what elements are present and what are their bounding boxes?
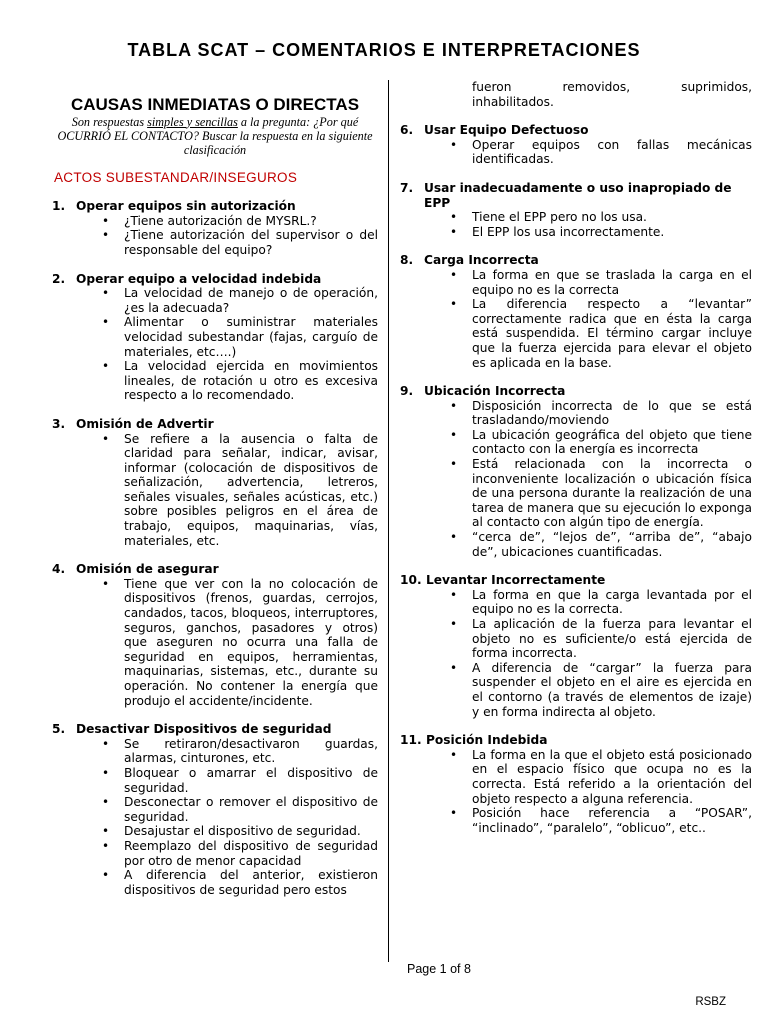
item-number: 1. (52, 199, 66, 214)
item-title: Omisión de Advertir (76, 416, 214, 431)
right-column (400, 80, 752, 849)
item-heading (400, 253, 752, 268)
bullet-list (400, 138, 752, 167)
bullet-list (52, 577, 378, 708)
item-title: Carga Incorrecta (424, 253, 539, 268)
list-item (400, 123, 752, 167)
bullet-item: • A diferencia del anterior, existieron dispositivos de seguridad pero estos (52, 868, 378, 897)
bullet-item: • Disposición incorrecta de lo que se está trasladando/moviendo (400, 399, 752, 428)
item-number: 8. (400, 253, 414, 268)
bullet-item: • Se refiere a la ausencia o falta de claridad para señalar, indicar, avisar, informar (colocación de dispositivos de señalización, advertencia, letreros, señales visuales, señales acústicas, etc.) sobre posibles peligros en el área de trabajo, equipos, maquinarias, vías, materiales, etc. (52, 432, 378, 549)
bullet-item: • El EPP los usa incorrectamente. (400, 225, 752, 240)
item-number: 6. (400, 123, 414, 138)
item-heading (400, 733, 752, 748)
bullet-item: • ¿Tiene autorización del supervisor o del responsable del equipo? (52, 228, 378, 257)
bullet-item: • La velocidad de manejo o de operación, ¿es la adecuada? (52, 286, 378, 315)
section-title: CAUSAS INMEDIATAS O DIRECTAS (70, 95, 360, 114)
item-number: 3. (52, 416, 66, 431)
item-heading (400, 181, 752, 210)
item-title: Usar Equipo Defectuoso (424, 123, 589, 138)
bullet-item: • “cerca de”, “lejos de”, “arriba de”, “abajo de”, ubicaciones cuantificadas. (400, 530, 752, 559)
item-number: 11. (400, 733, 422, 748)
item-number: 7. (400, 180, 414, 195)
item-number: 4. (52, 562, 66, 577)
item-heading (52, 417, 378, 432)
bullet-item: • A diferencia de “cargar” la fuerza para suspender el objeto en el aire es ejercida en el contorno (a través de elementos de izaje) y en forma indirecta al objeto. (400, 661, 752, 719)
item-title: Posición Indebida (426, 733, 548, 748)
item-number: 2. (52, 271, 66, 286)
bullet-item: • Desconectar o remover el dispositivo de seguridad. (52, 795, 378, 824)
subtitle-text: Son respuestas (71, 114, 148, 129)
category-heading: ACTOS SUBESTANDAR/INSEGUROS (54, 169, 298, 185)
item-title: Desactivar Dispositivos de seguridad (76, 722, 332, 737)
bullet-item: • Se retiraron/desactivaron guardas, alarmas, cinturones, etc. (52, 737, 378, 766)
bullet-item: • Está relacionada con la incorrecta o inconveniente localización o ubicación física de una persona durante la realización de una tarea de manera que su ejecución lo exponga al contacto con algún tipo de energía. (400, 457, 752, 530)
subtitle-underlined-text: simples y sencillas (147, 114, 238, 129)
bullet-item: • ¿Tiene autorización de MYSRL.? (52, 214, 378, 229)
item-heading (400, 123, 752, 138)
item-heading (52, 722, 378, 737)
continued-bullet (400, 80, 752, 109)
bullet-item: • La diferencia respecto a “levantar” correctamente radica que en ésta la carga está suspendida. El término cargar incluye que la fuerza ejercida para elevar el objeto es aplicada en la base. (400, 297, 752, 370)
author-initials: RSBZ (695, 996, 726, 1008)
item-heading (52, 199, 378, 214)
bullet-list (400, 588, 752, 719)
item-heading (52, 272, 378, 287)
bullet-list (400, 399, 752, 560)
bullet-item: • Reemplazo del dispositivo de seguridad por otro de menor capacidad (52, 839, 378, 868)
item-title: Operar equipos sin autorización (76, 199, 296, 214)
bullet-list (400, 268, 752, 370)
bullet-list (52, 214, 378, 258)
bullet-item: • Tiene que ver con la no colocación de dispositivos (frenos, guardas, cerrojos, candados, tacos, bloqueos, interruptores, seguros, ganchos, pasadores y otros) que aseguren no ocurra una falla de seguridad en equipos, herramientas, maquinarias, sistemas, etc., durante su operación. No contener la energía que produjo el accidente/incidente. (52, 577, 378, 708)
item-number: 9. (400, 384, 414, 399)
continued-line: inhabilitados. (472, 94, 554, 109)
bullet-item: • Tiene el EPP pero no los usa. (400, 210, 752, 225)
document-title: TABLA SCAT – COMENTARIOS E INTERPRETACIONES (127, 40, 641, 60)
item-title: Omisión de asegurar (76, 562, 219, 577)
item-heading (52, 562, 378, 577)
list-item (52, 722, 378, 897)
item-title: Usar inadecuadamente o uso inapropiado de EPP (424, 180, 732, 210)
left-column (52, 80, 378, 911)
bullet-item: • La forma en que se traslada la carga en el equipo no es la correcta (400, 268, 752, 297)
bullet-item: • Desajustar el dispositivo de seguridad. (52, 824, 378, 839)
bullet-list (400, 210, 752, 239)
bullet-item: • La velocidad ejercida en movimientos lineales, de rotación u otro es excesiva respecto a lo recomendado. (52, 359, 378, 403)
item-title: Ubicación Incorrecta (424, 384, 566, 399)
list-item (400, 253, 752, 370)
bullet-item: • Bloquear o amarrar el dispositivo de seguridad. (52, 766, 378, 795)
item-title: Operar equipo a velocidad indebida (76, 271, 322, 286)
list-item (52, 562, 378, 708)
bullet-list (52, 286, 378, 403)
list-item (400, 384, 752, 559)
bullet-list (52, 737, 378, 898)
bullet-item: • La aplicación de la fuerza para levantar el objeto no es suficiente/o está ejercida de forma incorrecta. (400, 617, 752, 661)
item-number: 5. (52, 722, 66, 737)
bullet-item: • La forma en que la carga levantada por el equipo no es la correcta. (400, 588, 752, 617)
bullet-item: • La forma en la que el objeto está posicionado en el espacio físico que ocupa no es la correcta. Está referido a la orientación del objeto respecto a alguna referencia. (400, 748, 752, 806)
section-subtitle (52, 115, 378, 157)
bullet-item: • Alimentar o suministrar materiales velocidad subestandar (fajas, carguío de materiales, etc….) (52, 315, 378, 359)
column-divider (388, 80, 389, 962)
bullet-list (400, 748, 752, 836)
list-item (52, 272, 378, 403)
list-item (52, 417, 378, 548)
continued-line: fueron removidos, suprimidos, (472, 80, 752, 94)
list-item (52, 199, 378, 257)
right-item-list (400, 123, 752, 835)
subtitle-text-end: a la pregunta: ¿Por qué OCURRIÓ EL CONTACTO? Buscar la respuesta en la siguiente clasificación (57, 114, 373, 157)
list-item (400, 181, 752, 239)
bullet-item: • Operar equipos con fallas mecánicas identificadas. (400, 138, 752, 167)
bullet-item: • La ubicación geográfica del objeto que tiene contacto con la energía es incorrecta (400, 428, 752, 457)
page-number: Page 1 of 8 (407, 962, 471, 976)
list-item (400, 733, 752, 835)
item-heading (400, 573, 752, 588)
bullet-item: • Posición hace referencia a “POSAR”, “inclinado”, “paralelo”, “oblicuo”, etc.. (400, 806, 752, 835)
bullet-list (52, 432, 378, 549)
item-title: Levantar Incorrectamente (426, 573, 606, 588)
list-item (400, 573, 752, 719)
left-item-list (52, 199, 378, 897)
item-heading (400, 384, 752, 399)
item-number: 10. (400, 573, 422, 588)
